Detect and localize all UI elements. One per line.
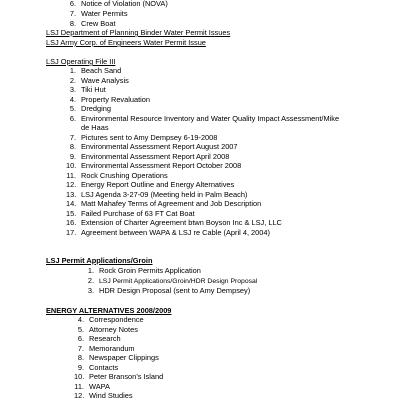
list-number: 10. bbox=[74, 372, 85, 381]
list-text: Wave Analysis bbox=[81, 76, 129, 85]
list-number: 11. bbox=[74, 382, 84, 391]
list-item bbox=[66, 199, 261, 208]
list-text: Correspondence bbox=[89, 315, 144, 324]
list-text: Environmental Assessment Report October 2008 bbox=[81, 161, 242, 170]
list-number: 3. bbox=[87, 286, 94, 295]
list-number: 16. bbox=[66, 218, 77, 227]
list-number: 2. bbox=[69, 76, 76, 85]
list-item bbox=[66, 19, 116, 28]
list-text: Memorandum bbox=[89, 344, 135, 353]
list-number: 6. bbox=[77, 334, 84, 343]
list-item bbox=[74, 382, 110, 391]
list-number: 1. bbox=[69, 66, 76, 75]
list-number: 11. bbox=[66, 171, 76, 180]
list-item bbox=[84, 276, 257, 286]
list-item bbox=[66, 152, 229, 161]
list-item bbox=[74, 391, 133, 400]
list-number: 1. bbox=[87, 266, 94, 275]
list-number: 17. bbox=[66, 228, 77, 237]
list-text: Rock Groin Permits Application bbox=[99, 266, 201, 275]
list-item bbox=[74, 334, 121, 343]
list-text: Extension of Charter Agreement btwn Boyson Inc & LSJ, LLC bbox=[81, 218, 282, 227]
operating-file-heading: LSJ Operating File III bbox=[46, 57, 116, 66]
list-text: Matt Mahafey Terms of Agreement and Job Description bbox=[81, 199, 262, 208]
list-number: 14. bbox=[66, 199, 77, 208]
list-item bbox=[84, 286, 250, 295]
list-item bbox=[66, 114, 339, 123]
list-item bbox=[66, 133, 217, 142]
list-item bbox=[66, 66, 121, 75]
list-item bbox=[84, 266, 201, 275]
dpb-water-permit-heading: LSJ Department of Planning Binder Water Permit Issues bbox=[46, 28, 231, 37]
list-number: 7. bbox=[69, 133, 76, 142]
list-number: 6. bbox=[69, 114, 76, 123]
list-number: 8. bbox=[69, 142, 76, 151]
energy-alternatives-heading: ENERGY ALTERNATIVES 2008/2009 bbox=[46, 306, 172, 315]
list-text: Newspaper Clippings bbox=[89, 353, 159, 362]
list-number: 5. bbox=[69, 104, 76, 113]
list-number: 12. bbox=[74, 391, 85, 400]
list-number: 4. bbox=[69, 95, 76, 104]
list-text: Peter Branson’s Island bbox=[89, 372, 164, 381]
list-number: 8. bbox=[69, 19, 76, 28]
list-item bbox=[74, 363, 118, 372]
list-text: Notice of Violation (NOVA) bbox=[81, 0, 168, 8]
list-text: Failed Purchase of 63 FT Cat Boat bbox=[81, 209, 195, 218]
list-text: Environmental Assessment Report April 2008 bbox=[81, 152, 230, 161]
list-number: 15. bbox=[66, 209, 77, 218]
list-text: Water Permits bbox=[81, 9, 128, 18]
list-item bbox=[66, 190, 247, 199]
list-item bbox=[74, 315, 144, 324]
list-number: 12. bbox=[66, 180, 77, 189]
list-item bbox=[74, 344, 135, 353]
list-item bbox=[66, 76, 129, 85]
list-item bbox=[74, 325, 138, 334]
list-text: Wind Studies bbox=[89, 391, 133, 400]
list-text: Environmental Assessment Report August 2007 bbox=[81, 142, 238, 151]
list-item bbox=[66, 161, 241, 170]
list-text: Energy Report Outline and Energy Alternatives bbox=[81, 180, 235, 189]
list-item-continuation bbox=[66, 123, 109, 132]
list-text: LSJ Agenda 3-27-09 (Meeting held in Palm Beach) bbox=[81, 190, 248, 199]
list-text: Environmental Resource Inventory and Water Quality Impact Assessment/Mike bbox=[81, 114, 340, 123]
list-text: de Haas bbox=[81, 123, 109, 132]
list-item bbox=[66, 104, 111, 113]
list-item bbox=[66, 9, 128, 18]
list-number: 5. bbox=[77, 325, 84, 334]
list-number: 10. bbox=[66, 161, 77, 170]
list-item bbox=[74, 372, 163, 381]
permit-applications-heading: LSJ Permit Applications/Groin bbox=[46, 256, 153, 265]
list-number: 7. bbox=[77, 344, 84, 353]
list-item bbox=[66, 95, 150, 104]
list-number: 9. bbox=[77, 363, 84, 372]
list-text: Pictures sent to Amy Dempsey 6-19-2008 bbox=[81, 133, 218, 142]
list-number: 6. bbox=[69, 0, 76, 8]
list-item bbox=[66, 180, 234, 189]
list-text: Property Revaluation bbox=[81, 95, 151, 104]
list-text: Attorney Notes bbox=[89, 325, 138, 334]
list-text: Rock Crushing Operations bbox=[81, 171, 168, 180]
list-text: Tiki Hut bbox=[81, 85, 106, 94]
list-text: WAPA bbox=[89, 382, 110, 391]
list-text: LSJ Permit Applications/Groin/HDR Design Proposal bbox=[99, 278, 258, 285]
list-number: 4. bbox=[77, 315, 84, 324]
list-item bbox=[66, 142, 238, 151]
list-text: Research bbox=[89, 334, 121, 343]
army-corps-water-permit-heading: LSJ Army Corp. of Engineers Water Permit Issue bbox=[46, 38, 206, 47]
list-item bbox=[74, 353, 159, 362]
list-item bbox=[66, 171, 168, 180]
list-number: 7. bbox=[69, 9, 76, 18]
list-item bbox=[66, 218, 282, 227]
list-text: Contacts bbox=[89, 363, 119, 372]
list-text: Crew Boat bbox=[81, 19, 116, 28]
list-number: 13. bbox=[66, 190, 77, 199]
list-number: 2. bbox=[87, 276, 94, 285]
list-number: 9. bbox=[69, 152, 76, 161]
list-item bbox=[66, 209, 195, 218]
list-text: Beach Sand bbox=[81, 66, 122, 75]
list-number: 8. bbox=[77, 353, 84, 362]
list-number: 3. bbox=[69, 85, 76, 94]
list-item bbox=[66, 0, 168, 8]
list-text: Dredging bbox=[81, 104, 111, 113]
list-text: Agreement between WAPA & LSJ re Cable (April 4, 2004) bbox=[81, 228, 270, 237]
list-item bbox=[66, 228, 270, 237]
list-text: HDR Design Proposal (sent to Amy Dempsey) bbox=[99, 286, 251, 295]
list-item bbox=[66, 85, 106, 94]
